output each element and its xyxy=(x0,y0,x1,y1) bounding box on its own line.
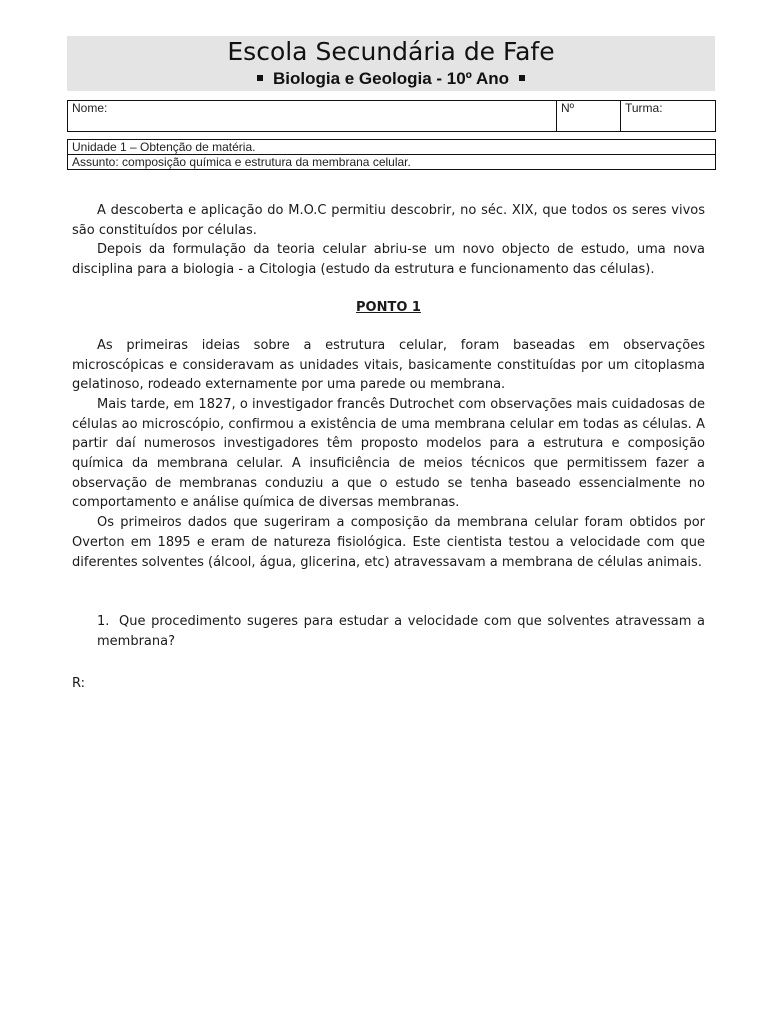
name-label: Nome: xyxy=(72,101,108,115)
question-1 xyxy=(72,612,705,651)
name-field[interactable] xyxy=(68,101,557,132)
bullet-right-icon xyxy=(519,75,525,81)
answer-area[interactable] xyxy=(72,674,705,694)
question-text: Que procedimento sugeres para estudar a velocidade com que solventes atravessam a membrana? xyxy=(97,614,705,649)
intro-paragraph-1: A descoberta e aplicação do M.O.C permitiu descobrir, no séc. XIX, que todos os seres vivos são constituídos por células. xyxy=(72,203,705,238)
number-field[interactable] xyxy=(557,101,621,132)
section-paragraph-2: Mais tarde, em 1827, o investigador francês Dutrochet com observações mais cuidadosas de células ao microscópio, confirmou a existência de uma membrana celular em todas as células. A partir daí numerosos investigadores têm proposto modelos para a estrutura e composição química da membrana celular. A insuficiência de meios técnicos que permitissem fazer a observação de membranas conduziu a que o estudo se tenha baseado essencialmente no comportamento e análise química de diversas membranas. xyxy=(72,396,705,511)
unit-table xyxy=(67,139,716,170)
intro-paragraph-2: Depois da formulação da teoria celular abriu-se um novo objecto de estudo, uma nova disciplina para a biologia - a Citologia (estudo da estrutura e funcionamento das células). xyxy=(72,242,705,278)
student-id-table xyxy=(67,100,716,132)
section-title: PONTO 1 xyxy=(356,299,421,315)
class-field[interactable] xyxy=(621,101,716,132)
worksheet-body xyxy=(72,201,705,693)
section-paragraph-3: Os primeiros dados que sugeriram a composição da membrana celular foram obtidos por Overton em 1895 e eram de natureza fisiológica. Este cientista testou a velocidade com que diferentes solventes (álcool, água, glicerina, etc) atravessavam a membrana de células animais. xyxy=(72,515,705,570)
answer-label: R: xyxy=(72,675,86,691)
class-label: Turma: xyxy=(625,101,663,115)
school-name: Escola Secundária de Fafe xyxy=(227,37,555,66)
topic-line: Assunto: composição química e estrutura da membrana celular. xyxy=(68,155,716,170)
subject-title: Biologia e Geologia - 10º Ano xyxy=(272,69,510,88)
subject-line xyxy=(67,68,715,90)
section-paragraph-1: As primeiras ideias sobre a estrutura celular, foram baseadas em observações microscópicas e consideravam as unidades vitais, basicamente constituídas por um citoplasma gelatinoso, rodeado externamente por uma parede ou membrana. xyxy=(72,337,705,393)
number-label: Nº xyxy=(561,101,575,115)
bullet-left-icon xyxy=(257,75,263,81)
document-header xyxy=(67,36,715,91)
unit-line: Unidade 1 – Obtenção de matéria. xyxy=(68,140,716,155)
question-number: 1. xyxy=(97,614,110,630)
